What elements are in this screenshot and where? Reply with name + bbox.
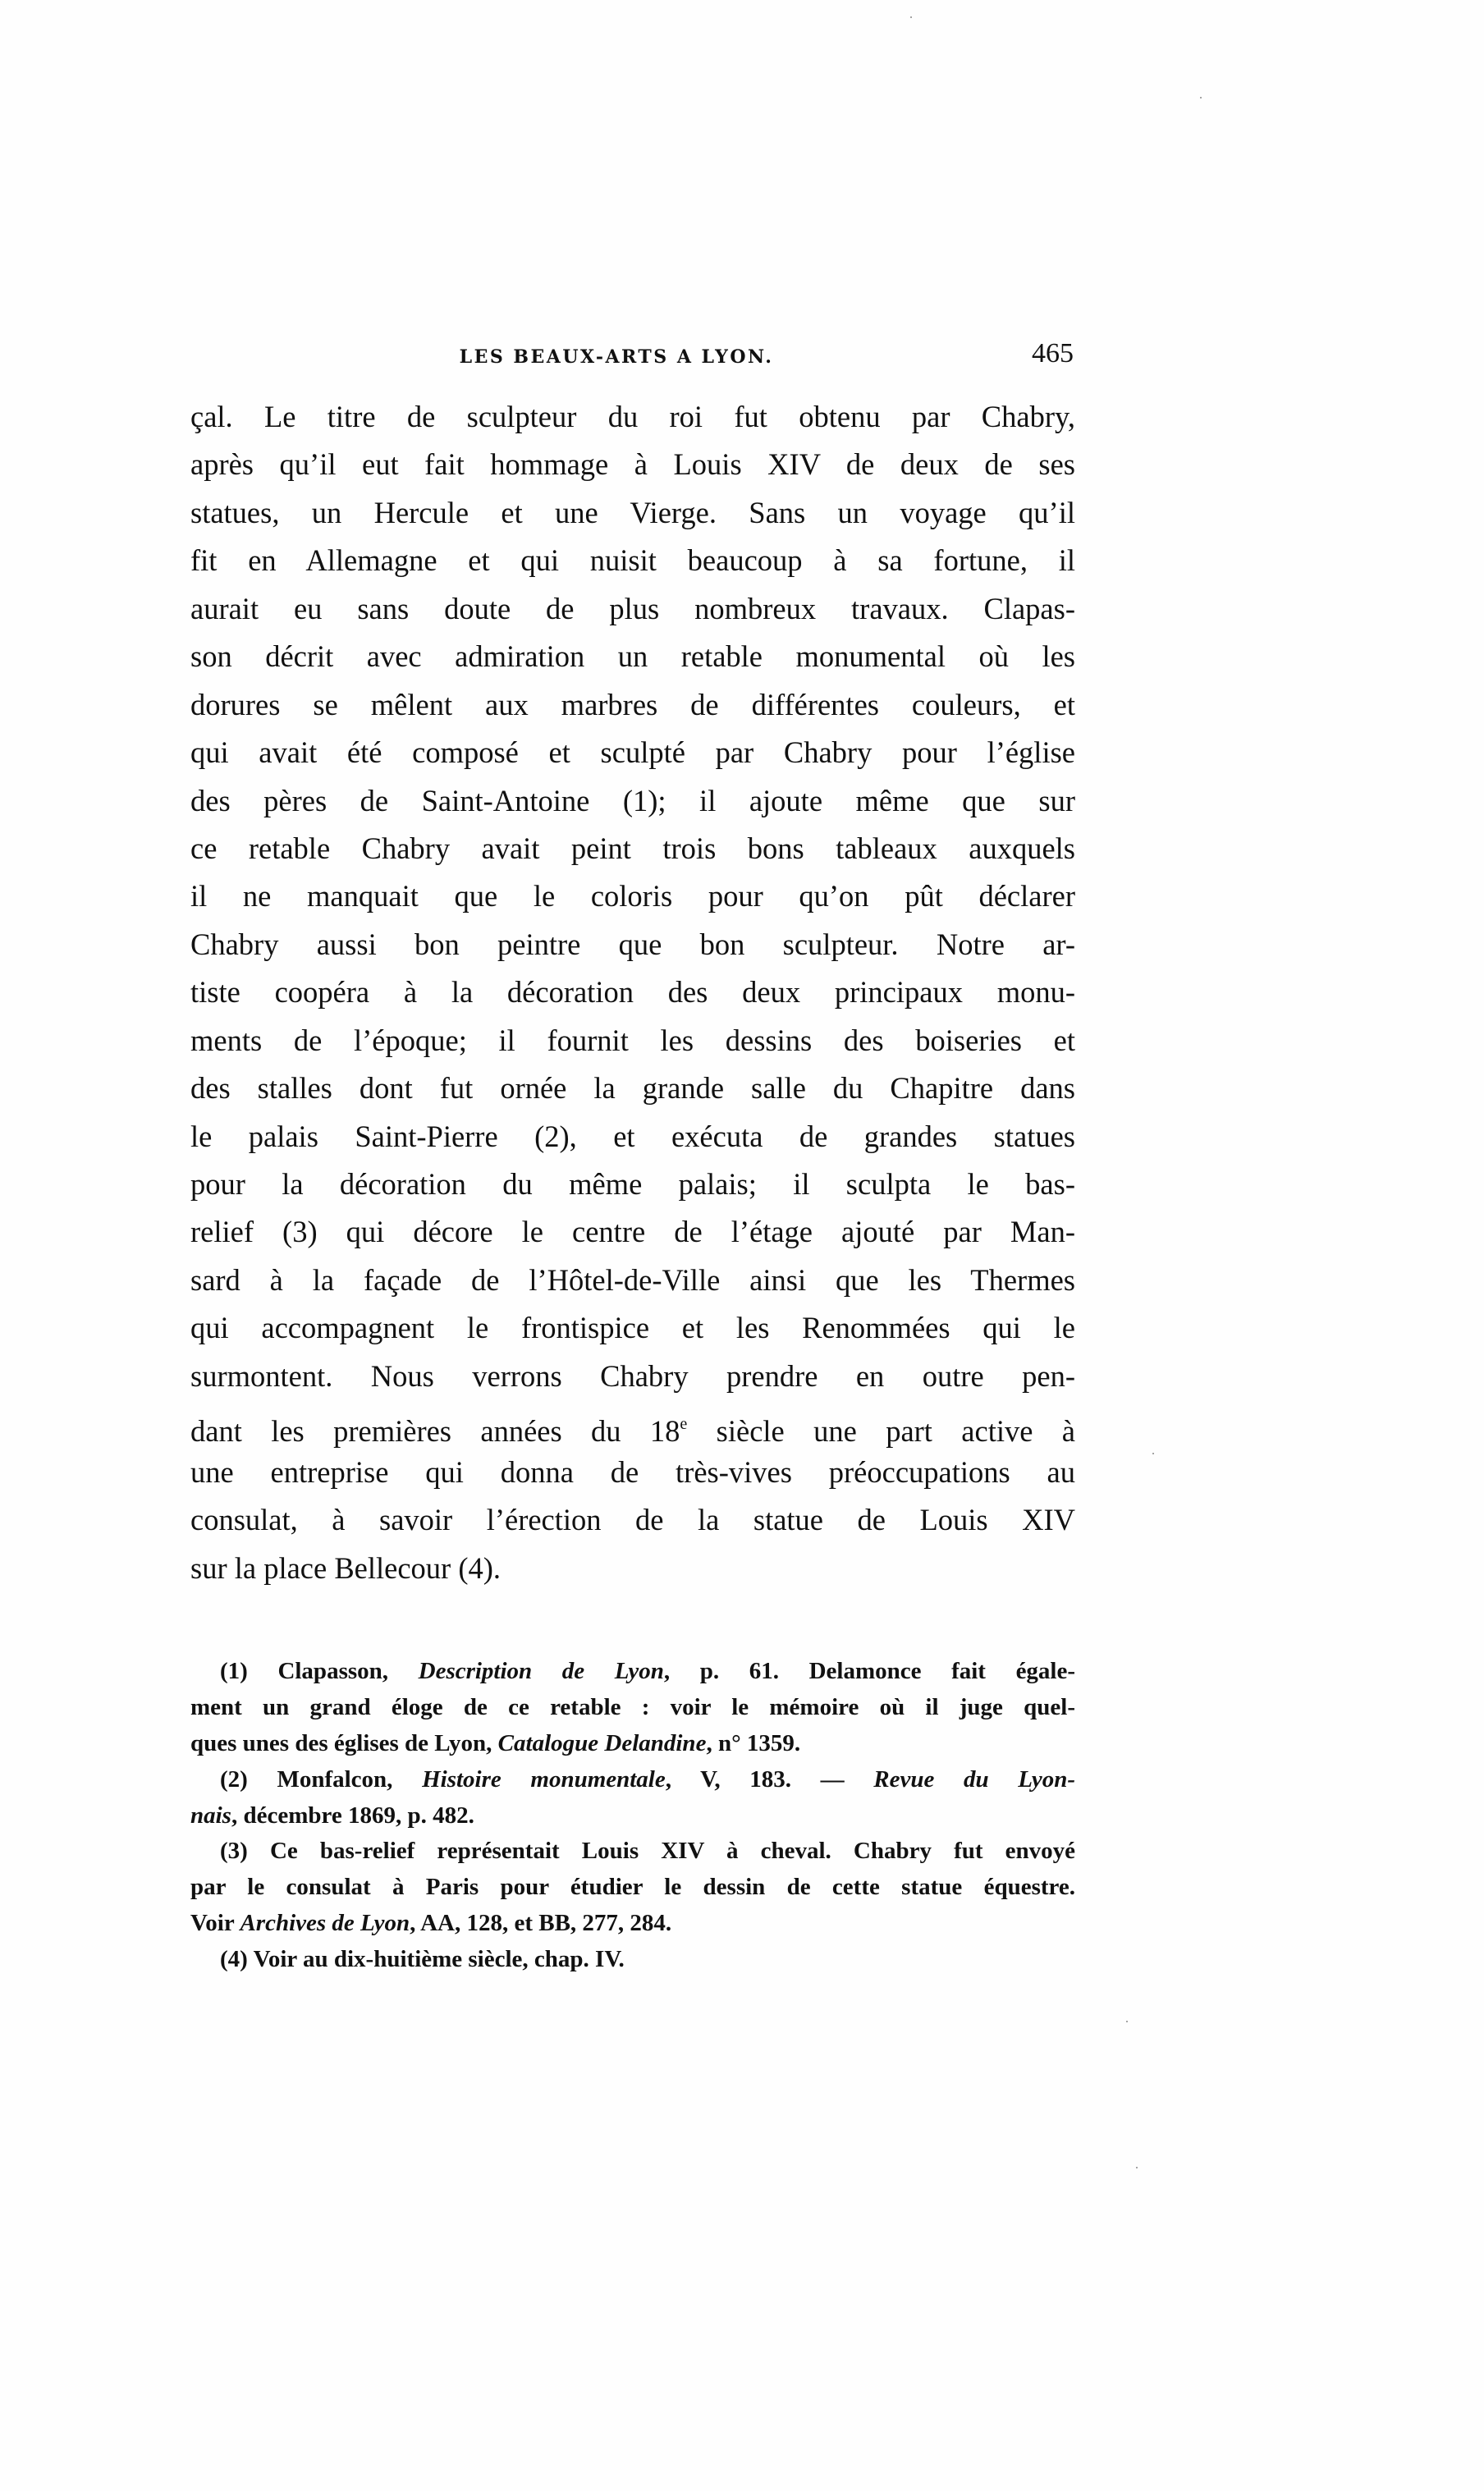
text-line: pour la décoration du même palais; il sculpta le bas- — [190, 1167, 1075, 1201]
body-paragraph — [190, 396, 1075, 1596]
cited-title: Description de Lyon — [418, 1658, 664, 1684]
text-segment: , n° 1359. — [706, 1729, 801, 1756]
text-line: consulat, à savoir l’érection de la statue de Louis XIV — [190, 1503, 1075, 1537]
text-line: Chabry aussi bon peintre que bon sculpteur. Notre ar- — [190, 927, 1075, 961]
running-head — [190, 338, 1075, 374]
footnote-1-line: ment un grand éloge de ce retable : voir le mémoire où il juge quel- — [190, 1693, 1075, 1720]
text-line-with-superscript — [190, 1403, 1075, 1451]
text-segment: , p. 61. Delamonce fait égale- — [663, 1658, 1076, 1684]
text-line: des pères de Saint-Antoine (1); il ajoute même que sur — [190, 783, 1075, 817]
cited-title: Archives de Lyon — [240, 1910, 410, 1937]
footnote-marker: (2) — [220, 1765, 248, 1793]
text-line: son décrit avec admiration un retable monumental où les — [190, 639, 1075, 674]
footnote-1-line — [190, 1727, 1075, 1763]
text-line: sur la place Bellecour (4). — [190, 1550, 502, 1585]
text-line: après qu’il eut fait hommage à Louis XIV de deux de ses — [190, 447, 1075, 482]
text-line: il ne manquait que le coloris pour qu’on pût déclarer — [190, 879, 1075, 914]
text-line: tiste coopéra à la décoration des deux principaux monu- — [190, 975, 1075, 1010]
text-segment: Clapasson, — [277, 1658, 419, 1684]
scan-speck — [1126, 2021, 1128, 2022]
footnote-2 — [190, 1763, 1075, 1799]
cited-title: nais — [190, 1802, 231, 1829]
text-segment: dant les premières années du 18 — [190, 1414, 680, 1449]
text-line: surmontent. Nous verrons Chabry prendre en outre pen- — [190, 1358, 1075, 1393]
footnote-3-line: par le consulat à Paris pour étudier le dessin de cette statue équestre. — [190, 1874, 1075, 1901]
footnote-2-line — [190, 1799, 1075, 1835]
text-line: fit en Allemagne et qui nuisit beaucoup à sa fortune, il — [190, 543, 1075, 578]
text-segment: Monfalcon, — [277, 1765, 423, 1793]
text-segment: siècle une part active à — [687, 1414, 1075, 1449]
text-line: qui accompagnent le frontispice et les Renommées qui le — [190, 1311, 1075, 1345]
text-segment: Voir — [190, 1910, 240, 1937]
scan-speck — [910, 16, 912, 18]
text-line: sard à la façade de l’Hôtel-de-Ville ainsi que les Thermes — [190, 1262, 1075, 1297]
scan-speck — [1200, 97, 1202, 98]
text-line: aurait eu sans doute de plus nombreux travaux. Clapas- — [190, 591, 1075, 625]
text-line: des stalles dont fut ornée la grande salle du Chapitre dans — [190, 1071, 1075, 1106]
text-line: relief (3) qui décore le centre de l’étage ajouté par Man- — [190, 1215, 1075, 1249]
text-line: le palais Saint-Pierre (2), et exécuta de grandes statues — [190, 1119, 1075, 1153]
text-line: çal. Le titre de sculpteur du roi fut obtenu par Chabry, — [190, 400, 1075, 433]
cited-title: Histoire monumentale — [422, 1765, 666, 1793]
footnote-marker: (3) — [220, 1838, 248, 1865]
footnotes — [190, 1655, 1075, 1979]
footnote-3-line — [190, 1907, 1075, 1943]
text-segment: , décembre 1869, p. 482. — [231, 1802, 474, 1829]
footnote-marker: (4) — [220, 1946, 248, 1973]
text-segment: Voir au dix-huitième siècle, chap. IV. — [253, 1946, 625, 1973]
footnote-4 — [190, 1943, 1075, 1979]
text-segment: , AA, 128, et BB, 277, 284. — [410, 1910, 672, 1937]
cited-title: Catalogue Delandine — [497, 1729, 707, 1756]
text-segment: , V, 183. — — [665, 1765, 874, 1793]
text-segment: Ce bas-relief représentait Louis XIV à cheval. Chabry fut envoyé — [269, 1838, 1076, 1865]
text-line: dorures se mêlent aux marbres de différentes couleurs, et — [190, 687, 1075, 721]
footnote-3 — [190, 1834, 1075, 1871]
footnote-1 — [190, 1655, 1075, 1691]
page-number: 465 — [1032, 338, 1074, 369]
scan-speck — [1152, 1453, 1154, 1454]
ordinal-superscript: e — [680, 1415, 688, 1434]
footnote-marker: (1) — [220, 1658, 248, 1684]
text-line: ments de l’époque; il fournit les dessins des boiseries et — [190, 1023, 1075, 1057]
text-line: qui avait été composé et sculpté par Chabry pour l’église — [190, 735, 1075, 770]
running-title: LES BEAUX-ARTS A LYON. — [459, 346, 774, 368]
text-segment: ques unes des églises de Lyon, — [190, 1729, 498, 1756]
scan-speck — [1136, 2167, 1138, 2168]
text-line: statues, un Hercule et une Vierge. Sans un voyage qu’il — [190, 495, 1075, 529]
cited-title: Revue du Lyon- — [873, 1765, 1076, 1793]
text-line: une entreprise qui donna de très-vives préoccupations au — [190, 1454, 1075, 1489]
text-line: ce retable Chabry avait peint trois bons tableaux auxquels — [190, 831, 1075, 865]
